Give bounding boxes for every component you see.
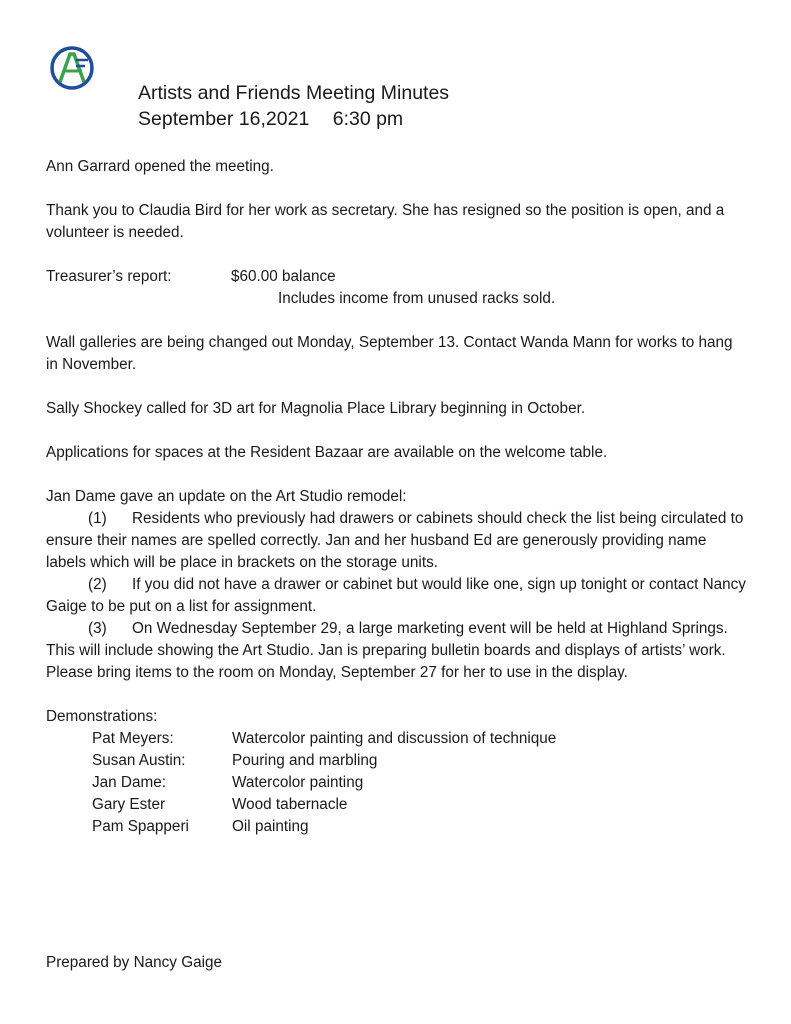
demonstrations-heading: Demonstrations: [46, 708, 158, 725]
demonstration-topic: Wood tabernacle [232, 796, 348, 813]
demonstration-topic: Watercolor painting and discussion of technique [232, 730, 557, 747]
demonstrator-name: Jan Dame: [92, 774, 166, 791]
studio-item [46, 508, 746, 574]
studio-item-text: Residents who previously had drawers or cabinets should check the list being circulated to ensure their names are spelled correctly. Jan and her husband Ed are generously providing name labels which will be place in brackets on the storage units. [46, 510, 744, 571]
demonstration-row [92, 728, 746, 750]
meeting-time: 6:30 pm [332, 108, 404, 130]
header [138, 80, 449, 132]
paragraph-bazaar: Applications for spaces at the Resident Bazaar are available on the welcome table. [46, 444, 608, 461]
demonstration-row [92, 794, 746, 816]
studio-item-number: (3) [88, 620, 107, 637]
studio-item [46, 574, 746, 618]
demonstration-topic: Pouring and marbling [232, 752, 378, 769]
paragraph-wall-galleries: Wall galleries are being changed out Monday, September 13. Contact Wanda Mann for works to hang in November. [46, 334, 733, 373]
demonstrator-name: Pam Spapperi [92, 818, 189, 835]
demonstration-row [92, 750, 746, 772]
demonstration-row [92, 816, 746, 838]
minutes-body [46, 156, 746, 838]
logo-emblem-icon [46, 44, 98, 100]
demonstrator-name: Pat Meyers: [92, 730, 174, 747]
document-title: Artists and Friends Meeting Minutes [138, 82, 450, 104]
paragraph-sally: Sally Shockey called for 3D art for Magnolia Place Library beginning in October. [46, 400, 586, 417]
meeting-date-time [138, 106, 449, 132]
studio-item-number: (2) [88, 576, 107, 593]
studio-item-number: (1) [88, 510, 107, 527]
paragraph-studio-intro: Jan Dame gave an update on the Art Studio remodel: [46, 488, 407, 505]
demonstration-topic: Watercolor painting [232, 774, 364, 791]
meeting-date: September 16,2021 [138, 108, 310, 130]
studio-item-text: If you did not have a drawer or cabinet but would like one, sign up tonight or contact Nancy Gaige to be put on a list for assignment. [46, 576, 746, 615]
artists-and-friends-logo [46, 44, 98, 100]
demonstrator-name: Gary Ester [92, 796, 166, 813]
demonstrations-list [92, 728, 746, 838]
treasurer-report [46, 266, 746, 310]
demonstration-row [92, 772, 746, 794]
studio-item-text: On Wednesday September 29, a large marketing event will be held at Highland Springs. This will include showing the Art Studio. Jan is preparing bulletin boards and displays of artists’ work. Please bring items to the room on Monday, September 27 for her to use in the display. [46, 620, 728, 681]
prepared-by: Prepared by Nancy Gaige [46, 954, 223, 971]
studio-item [46, 618, 746, 684]
treasurer-label: Treasurer’s report: [46, 268, 172, 285]
paragraph-thanks: Thank you to Claudia Bird for her work as secretary. She has resigned so the position is open, and a volunteer is needed. [46, 202, 725, 241]
treasurer-balance: $60.00 balance [231, 268, 336, 285]
demonstrator-name: Susan Austin: [92, 752, 186, 769]
demonstration-topic: Oil painting [232, 818, 309, 835]
treasurer-note: Includes income from unused racks sold. [278, 290, 556, 307]
paragraph-opened: Ann Garrard opened the meeting. [46, 158, 274, 175]
